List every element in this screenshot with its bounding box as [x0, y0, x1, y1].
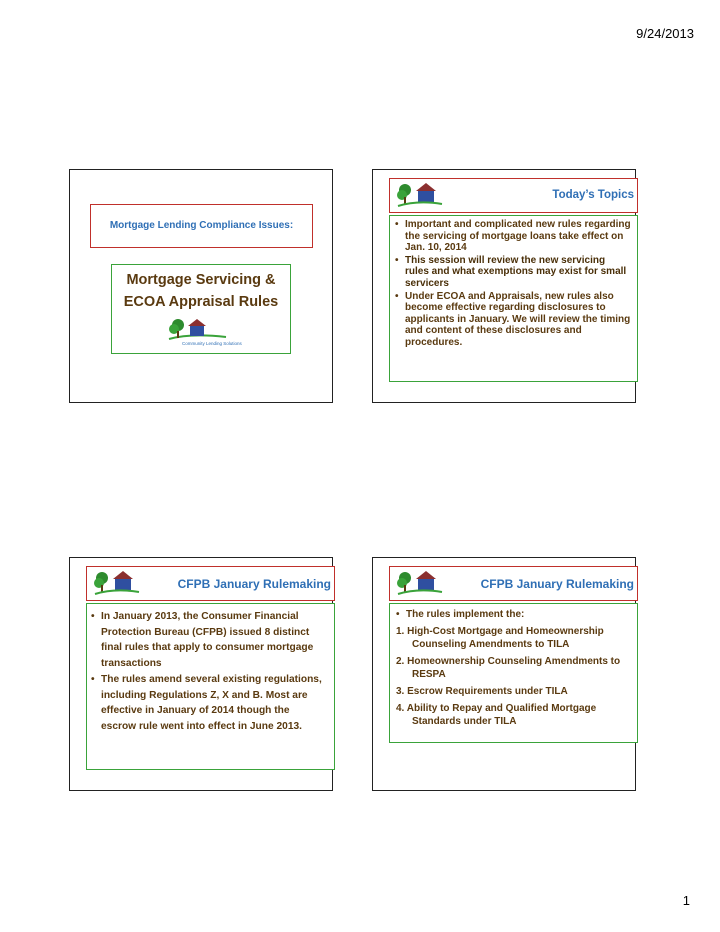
- slide-2: [372, 169, 636, 403]
- list-item: 3. Escrow Requirements under TILA: [396, 685, 568, 697]
- slide-title: CFPB January Rulemaking: [177, 577, 331, 591]
- page-number: 1: [682, 893, 690, 908]
- slide-3-body: [86, 603, 335, 770]
- bullet-item: • Important and complicated new rules regarding the servicing of mortgage loans take effect on Jan. 10, 2014: [395, 219, 631, 254]
- slide-subtitle: Mortgage Lending Compliance Issues:: [109, 220, 294, 231]
- slide-1: [69, 169, 333, 403]
- intro-bullet: • The rules implement the:: [396, 609, 629, 621]
- company-logo-icon: [93, 568, 141, 600]
- title-line-2: ECOA Appraisal Rules: [123, 294, 279, 310]
- slide-2-body: [389, 215, 638, 382]
- bullet-item: • The rules amend several existing regulations, including Regulations Z, X and B. Most are effective in January of 2014 though the escrow rule went into effect in June 2013.: [91, 672, 326, 734]
- list-item: 2. Homeownership Counseling Amendments to RESPA: [396, 655, 621, 680]
- company-logo-icon: [396, 180, 444, 212]
- page-date: 9/24/2013: [636, 26, 694, 41]
- bullet-item: • In January 2013, the Consumer Financial Protection Bureau (CFPB) issued 8 distinct final rules that apply to consumer mortgage transactions: [91, 609, 326, 671]
- bullet-item: • Under ECOA and Appraisals, new rules also become effective regarding disclosures to applicants in January. We will review the timing and content of these disclosures and procedures.: [395, 291, 631, 349]
- slide-4-body: [389, 603, 638, 743]
- list-item: 4. Ability to Repay and Qualified Mortgage Standards under TILA: [396, 702, 597, 727]
- bullet-item: • This session will review the new servicing rules and what exemptions may exist for small servicers: [395, 255, 631, 290]
- list-item: 1. High-Cost Mortgage and Homeownership Counseling Amendments to TILA: [396, 625, 604, 650]
- title-box: [111, 264, 291, 354]
- slide-title: CFPB January Rulemaking: [480, 577, 634, 591]
- slide-3-header: [86, 566, 335, 601]
- slide-3: [69, 557, 333, 791]
- logo-text: Community Lending Solutions: [182, 341, 242, 346]
- slide-title: Today’s Topics: [552, 189, 634, 201]
- slide-4-header: [389, 566, 638, 601]
- title-line-1: Mortgage Servicing &: [126, 272, 276, 288]
- subtitle-box: [90, 204, 313, 248]
- company-logo-icon: [396, 568, 444, 600]
- slide-4: [372, 557, 636, 791]
- slide-2-header: [389, 178, 638, 213]
- company-logo-icon: [166, 317, 246, 347]
